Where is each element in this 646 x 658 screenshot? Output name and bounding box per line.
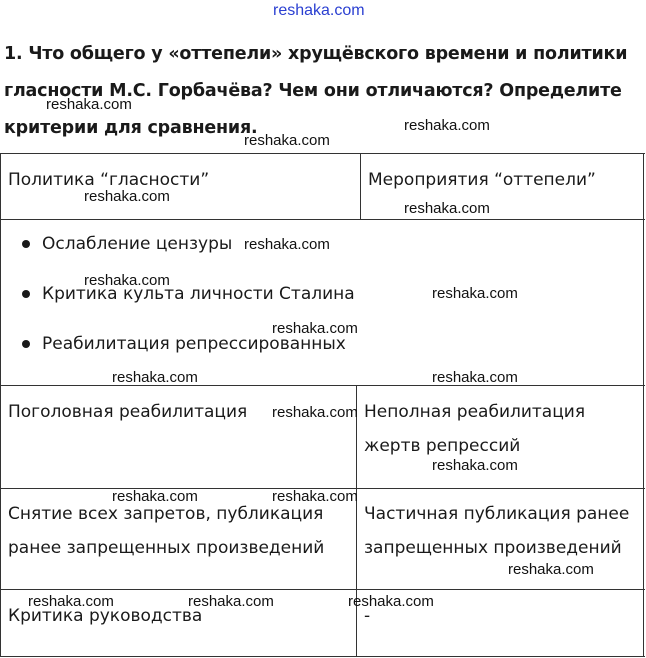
watermark: reshaka.com <box>432 285 518 302</box>
list-item: Критика культа личности Сталина <box>20 279 355 329</box>
table-divider-vertical <box>356 385 357 657</box>
watermark: reshaka.com <box>272 320 358 337</box>
table-border-top <box>0 153 645 154</box>
table-border-right <box>643 153 644 657</box>
watermark: reshaka.com <box>404 200 490 217</box>
watermark: reshaka.com <box>112 488 198 505</box>
watermark: reshaka.com <box>508 561 594 578</box>
watermark: reshaka.com <box>348 593 434 610</box>
watermark: reshaka.com <box>404 117 490 134</box>
row1-glasnost: Поголовная реабилитация <box>8 402 248 422</box>
watermark: reshaka.com <box>112 369 198 386</box>
watermark: reshaka.com <box>84 188 170 205</box>
table-border-bottom <box>0 656 645 657</box>
watermark: reshaka.com <box>244 236 330 253</box>
list-item: Реабилитация репрессированных <box>20 329 355 379</box>
table-divider <box>0 385 645 386</box>
table-divider-vertical <box>360 153 361 219</box>
watermark: reshaka.com <box>188 593 274 610</box>
row3-glasnost: Критика руководства <box>8 606 203 626</box>
watermark: reshaka.com <box>244 132 330 149</box>
watermark: reshaka.com <box>46 96 132 113</box>
watermark-top[interactable]: reshaka.com <box>273 2 365 19</box>
list-item: Ослабление цензуры <box>20 229 355 279</box>
table-border-left <box>0 153 1 657</box>
header-glasnost: Политика “гласности” <box>8 170 210 190</box>
watermark: reshaka.com <box>272 488 358 505</box>
row3-thaw: - <box>364 606 371 626</box>
watermark: reshaka.com <box>432 369 518 386</box>
row2-glasnost: Снятие всех запретов, публикация ранее запрещенных произведений <box>8 504 325 558</box>
table-divider <box>0 219 645 220</box>
watermark: reshaka.com <box>28 593 114 610</box>
watermark: reshaka.com <box>84 272 170 289</box>
row1-thaw: Неполная реабилитация жертв репрессий <box>364 402 586 456</box>
watermark: reshaka.com <box>272 404 358 421</box>
watermark: reshaka.com <box>432 457 518 474</box>
table-divider <box>0 589 645 590</box>
question-text: 1. Что общего у «оттепели» хрущёвского времени и политики гласности М.С. Горбачёва? Чем они отличаются? Определите критерии для сравнения. <box>4 44 628 138</box>
header-thaw: Мероприятия “оттепели” <box>368 170 596 190</box>
row2-thaw: Частичная публикация ранее запрещенных произведений <box>364 504 630 558</box>
